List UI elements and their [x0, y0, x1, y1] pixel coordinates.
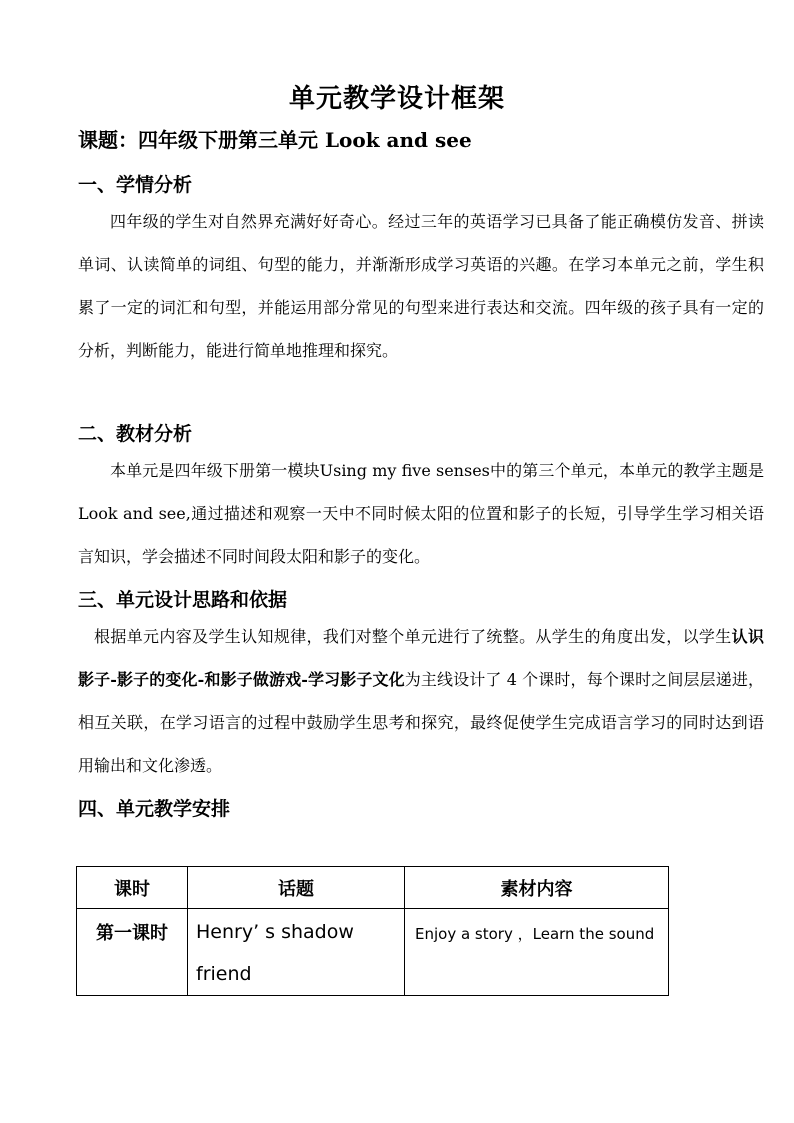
section-heading-design-rationale: 三、单元设计思路和依据: [78, 589, 288, 611]
section-text-design-rationale: [78, 615, 764, 787]
table-header-row: [77, 867, 669, 909]
section-heading-teaching-schedule: 四、单元教学安排: [78, 798, 231, 820]
section-heading-textbook-analysis: 二、教材分析: [78, 423, 193, 445]
rationale-main-line: 认识影子-影子的变化-和影子做游戏-学习影子文化: [78, 627, 764, 689]
rationale-text-part-2: 为主线设计了 4 个课时，每个课时之间层层递进，相互关联，在学习语言的过程中鼓励学生思考和探究，最终促使学生完成语言学习的同时达到语用输出和文化渗透。: [78, 670, 764, 775]
section-text-analysis-of-students: 四年级的学生对自然界充满好好奇心。经过三年的英语学习已具备了能正确模仿发音、拼读单词、认读简单的词组、句型的能力，并渐渐形成学习英语的兴趣。在学习本单元之前，学生积累了一定的词汇和句型，并能运用部分常见的句型来进行表达和交流。四年级的孩子具有一定的分析，判断能力，能进行简单地推理和探究。: [78, 212, 764, 360]
table-cell-topic: Henry’ s shadow friend: [188, 909, 405, 996]
table-header-topic: 话题: [188, 867, 405, 909]
subject-line: 课题：四年级下册第三单元 Look and see: [78, 128, 472, 152]
page-title: 单元教学设计框架: [288, 84, 505, 114]
table-cell-lesson: 第一课时: [77, 909, 188, 996]
section-text-textbook-analysis: 本单元是四年级下册第一模块Using my five senses中的第三个单元，本单元的教学主题是Look and see,通过描述和观察一天中不同时候太阳的位置和影子的长短，引导学生学习相关语言知识，学会描述不同时间段太阳和影子的变化。: [78, 461, 764, 566]
section-heading-analysis-of-students: 一、学情分析: [78, 174, 193, 196]
table-header-material: 素材内容: [405, 867, 669, 909]
table-header-lesson: 课时: [77, 867, 188, 909]
schedule-table: [76, 866, 669, 996]
table-row: [77, 909, 669, 996]
rationale-text-part-1: 根据单元内容及学生认知规律，我们对整个单元进行了统整。从学生的角度出发，以学生: [94, 627, 732, 646]
table-cell-material: Enjoy a story ，Learn the sound: [405, 909, 669, 996]
